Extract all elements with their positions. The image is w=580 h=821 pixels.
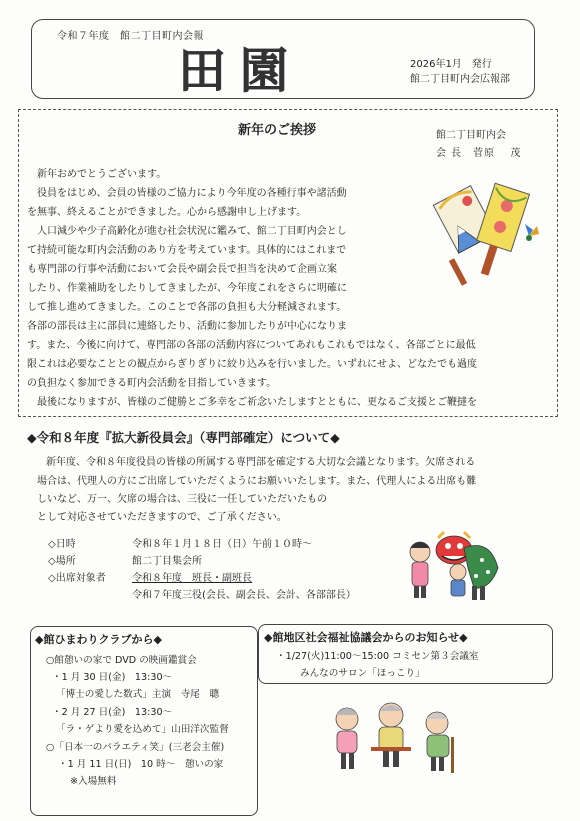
greeting-author: 会 長 菅原 茂 xyxy=(436,148,522,159)
meeting-line: 場合は、代理人の方にご出席していただくようにお願いいたします。また、代理人による出席も難 xyxy=(37,476,477,487)
greeting-line: 各部の部長は主に部員に連絡したり、活動に参加したりが中心になりま xyxy=(27,321,347,332)
greeting-line: 最後になりますが、皆様のご健勝とご多幸をご祈念いたしますとともに、更なるご支援とご鞭撻を xyxy=(37,397,477,408)
schedule-target-label: ◇出席対象者 xyxy=(48,573,106,584)
greeting-line: も専門部の行事や活動において会長や副会長で担当を決めて企画立案 xyxy=(27,264,337,275)
greeting-line: す。また、今後に向けて、専門部の各部の活動内容についてあれもこれもではなく、各部ごとに最低 xyxy=(27,340,476,351)
greeting-line: の負担なく参加できる町内会活動を目指していきます。 xyxy=(27,378,277,389)
shakyo-line: みんなのサロン「ほっこり」 xyxy=(300,668,425,679)
schedule-date-label: ◇日時 xyxy=(48,539,76,550)
newsletter-title: 田園 xyxy=(178,43,303,99)
meeting-line: しいなど、万一、欠席の場合は、三役に一任していただいたもの xyxy=(37,494,327,505)
schedule-place-label: ◇場所 xyxy=(48,556,76,567)
shakyo-line: ・1/27(火)11:00～15:00 コミセン第３会議室 xyxy=(276,651,479,662)
issue-label: 令和７年度 館二丁目町内会報 xyxy=(57,31,204,42)
himawari-line: ・1 月 11 日(日) 10 時～ 憩いの家 xyxy=(58,759,224,770)
greeting-title: 新年のご挨拶 xyxy=(238,123,317,138)
publisher-name: 館二丁目町内会広報部 xyxy=(410,74,510,85)
greeting-line: したり、作業補助をしたりしてきましたが、今年度これをさらに明確に xyxy=(27,283,347,294)
schedule-target-value: 令和８年度 班長・副班長 xyxy=(132,573,252,584)
meeting-line: 新年度、令和８年度役員の皆様の所属する専門部を確定する大切な会議となります。欠席される xyxy=(46,457,476,468)
himawari-line: ・1 月 30 日(金) 13:30～ xyxy=(52,672,173,683)
schedule-date-value: 令和８年１月１８日（日）午前１０時～ xyxy=(132,539,312,550)
greeting-line: を無事、終えることができました。心から感謝申し上げます。 xyxy=(27,207,307,218)
greeting-line: 新年おめでとうございます。 xyxy=(37,169,167,180)
lion-dance-illustration xyxy=(398,528,510,604)
himawari-line: ※入場無料 xyxy=(70,776,117,787)
meeting-line: として対応させていただきますので、ご了承ください。 xyxy=(37,512,287,523)
kite-illustration xyxy=(425,178,545,290)
shakyo-title: ◆館地区社会福祉協議会からのお知らせ◆ xyxy=(264,631,468,644)
greeting-line: 人口減少や少子高齢化が進む社会状況に鑑みて、館二丁目町内会とし xyxy=(37,226,347,237)
meeting-heading: ◆令和８年度『拡大新役員会』（専門部確定）について◆ xyxy=(27,430,340,445)
salon-illustration xyxy=(325,697,473,777)
himawari-line: 「ラ・ゲより愛を込めて」山田洋次監督 xyxy=(56,724,229,735)
publish-date: 2026年1月 発行 xyxy=(410,59,492,70)
himawari-title: ◆館ひまわりクラブから◆ xyxy=(35,633,162,646)
greeting-line: て持続可能な町内会活動のあり方を考えています。具体的にはこれまで xyxy=(27,245,347,256)
greeting-line: 限これは必要なこととの観点からぎりぎりに絞り込みを行いました。いずれにせよ、どなたでも過度 xyxy=(27,359,477,370)
himawari-line: ○「日本一のバラエティ笑」(三老会主催) xyxy=(46,742,225,753)
greeting-line: して推し進めてきました。このことで各部の負担も大分軽減されます。 xyxy=(27,302,347,313)
himawari-line: ○館憩いの家で DVD の映画鑑賞会 xyxy=(46,655,197,666)
himawari-line: 「博士の愛した数式」主演 寺尾 聰 xyxy=(56,689,220,700)
schedule-place-value: 館二丁目集会所 xyxy=(132,556,202,567)
himawari-line: ・2 月 27 日(金) 13:30～ xyxy=(52,707,173,718)
schedule-target-value-2: 令和７年度三役(会長、副会長、会計、各部部長） xyxy=(132,590,356,601)
greeting-org: 館二丁目町内会 xyxy=(436,130,506,141)
greeting-line: 役員をはじめ、会員の皆様のご協力により今年度の各種行事や諸活動 xyxy=(37,188,347,199)
